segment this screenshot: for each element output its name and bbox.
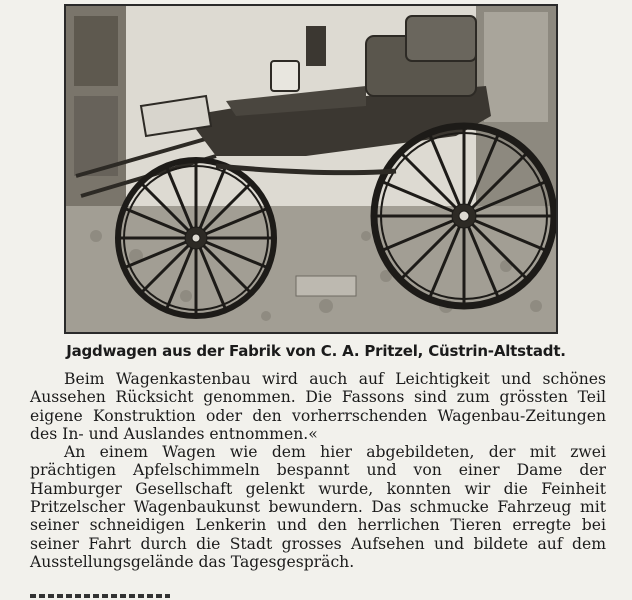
carriage-photo [64, 4, 558, 334]
figure-caption: Jagdwagen aus der Fabrik von C. A. Pritzel, Cüstrin-Altstadt. [66, 342, 566, 360]
article-body [30, 370, 606, 571]
paragraph: Beim Wagenkastenbau wird auch auf Leichtigkeit und schönes Aussehen Rücksicht genommen. Die Fassons sind zum grössten Teil eigene Konstruktion oder den vorherrschenden Wagenbau-Zeitungen des In- und Auslandes entnommen.« [30, 370, 606, 443]
section-divider [30, 594, 170, 598]
paragraph: An einem Wagen wie dem hier abgebildeten, der mit zwei prächtigen Apfelschimmeln bespannt und von einer Dame der Hamburger Gesellschaft gelenkt wurde, konnten wir die Feinheit Pritzelscher Wagenbaukunst bewundern. Das schmucke Fahrzeug mit seiner schneidigen Lenkerin und den herrlichen Tieren erregte bei seiner Fahrt durch die Stadt grosses Aufsehen und bildete auf dem Ausstellungsgelände das Tagesgespräch. [30, 443, 606, 571]
